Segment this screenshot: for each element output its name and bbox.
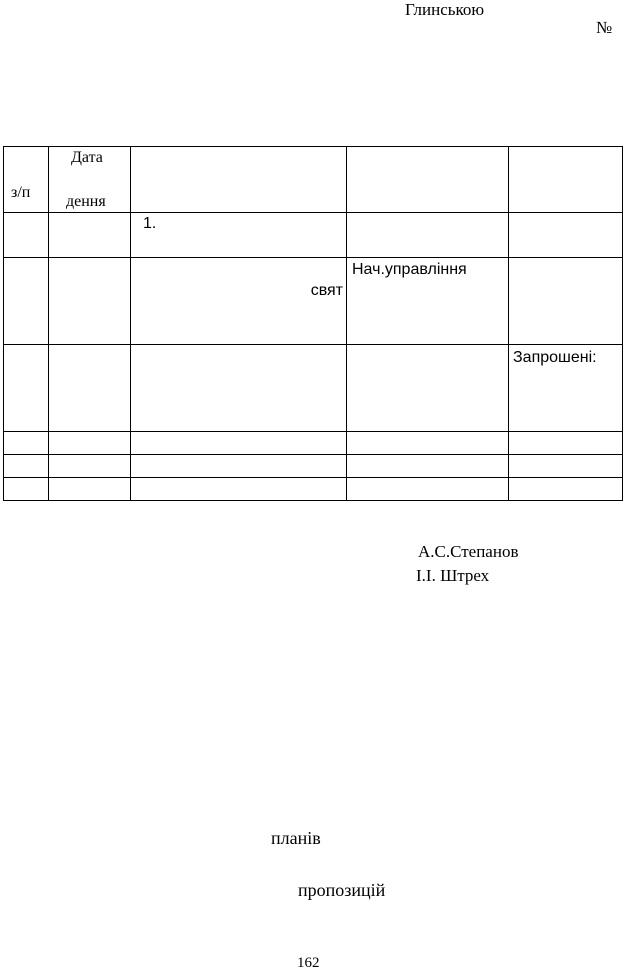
row2-responsible: Нач.управління xyxy=(352,261,467,278)
header-cell-3 xyxy=(131,147,347,213)
row2-responsible-cell xyxy=(347,258,509,345)
header-cell-date xyxy=(49,147,131,213)
row2-text-cell xyxy=(131,258,347,345)
table-row xyxy=(4,258,623,345)
word-proposals: пропозицій xyxy=(298,880,386,900)
row3-invited-cell xyxy=(509,345,623,432)
header-cell-4 xyxy=(347,147,509,213)
number-sign: № xyxy=(596,18,613,37)
row1-item-cell xyxy=(131,213,347,258)
table-header-row xyxy=(4,147,623,213)
row2-text: свят xyxy=(310,282,343,299)
header-name-fragment: Глинською xyxy=(405,0,485,19)
table-row xyxy=(4,432,623,455)
word-plans: планів xyxy=(271,828,321,848)
header-date-label-line1: Дата xyxy=(71,149,103,166)
schedule-table xyxy=(3,146,623,501)
header-cell-number xyxy=(4,147,49,213)
row3-invited: Запрошені: xyxy=(513,349,597,366)
signature-name-1: А.С.Степанов xyxy=(418,542,519,561)
signature-name-2: І.І. Штрех xyxy=(416,566,490,585)
table-row xyxy=(4,478,623,501)
table-row xyxy=(4,213,623,258)
table-row xyxy=(4,345,623,432)
header-number-label: з/п xyxy=(11,184,31,201)
page-number: 162 xyxy=(297,955,320,971)
header-cell-5 xyxy=(509,147,623,213)
header-date-label-line2: дення xyxy=(66,193,106,210)
row1-item-number: 1. xyxy=(143,215,157,232)
table-row xyxy=(4,455,623,478)
